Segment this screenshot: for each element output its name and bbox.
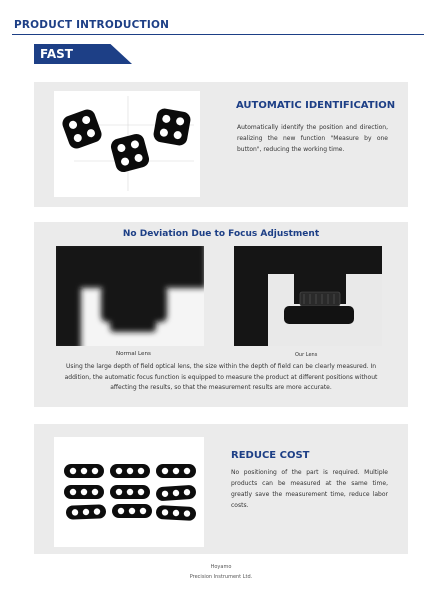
auto-identification-body: Automatically identify the position and direction, realizing the new function "Measure by one button", reducing the working time. [237, 124, 388, 153]
normal-lens-caption: Normal Lens [116, 351, 151, 357]
footer-company-name: Hoyamo [210, 564, 232, 570]
multiple-plates-photo-icon [54, 437, 204, 547]
header-title: PRODUCT INTRODUCTION [14, 19, 170, 31]
focus-adjustment-title: No Deviation Due to Focus Adjustment [122, 229, 320, 239]
dice-shaped-parts-photo-icon [54, 91, 200, 197]
blurred-normal-lens-photo-icon [56, 246, 204, 346]
focus-adjustment-body: Using the large depth of field optical lens, the size within the depth of field can be clearly measured. In addition, the automatic focus function is equipped to measure the product at different positions without affecting the results, so that the measurement results are more accurate. [64, 363, 378, 391]
our-lens-image [234, 246, 382, 346]
reduce-cost-title: REDUCE COST [231, 450, 310, 461]
reduce-cost-body: No positioning of the part is required. Multiple products can be measured at the same time, greatly save the measurement time, reduce labor costs. [231, 469, 388, 509]
fast-label: FAST [40, 47, 73, 61]
auto-identification-title: AUTOMATIC IDENTIFICATION [236, 100, 396, 111]
normal-lens-image [56, 246, 204, 346]
multiple-plates-image [54, 437, 204, 547]
footer-company-subtitle: Precision Instrument Ltd. [189, 574, 253, 580]
sharp-our-lens-photo-icon [234, 246, 382, 346]
dice-parts-image [54, 91, 200, 197]
header-rule [12, 34, 424, 35]
our-lens-caption: Our Lens [295, 352, 318, 358]
